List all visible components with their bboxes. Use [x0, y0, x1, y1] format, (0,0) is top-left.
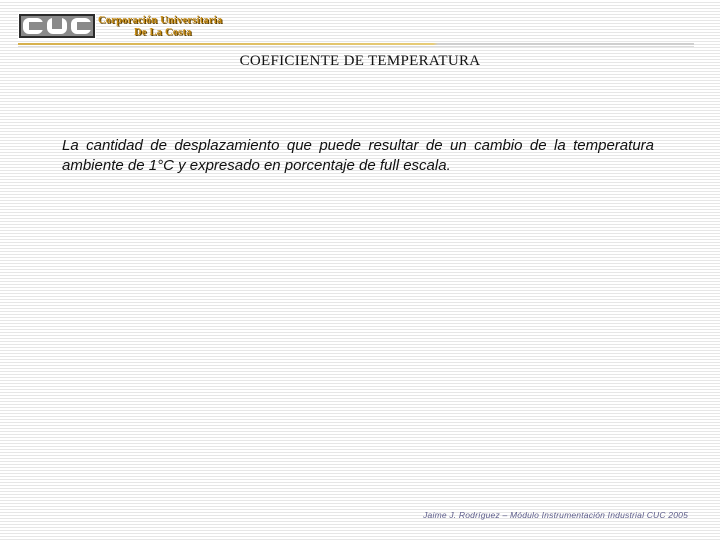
- slide-body-text: La cantidad de desplazamiento que puede resultar de un cambio de la temperatura ambiente de 1°C y expresado en porcentaje de full escala.: [62, 137, 654, 174]
- institution-name: [98, 15, 238, 39]
- slide-title: COEFICIENTE DE TEMPERATURA: [239, 53, 481, 69]
- institution-name-line2: De La Costa: [134, 27, 192, 38]
- header-divider: [18, 43, 694, 45]
- institution-name-line1: Corporación Universitaria: [98, 15, 223, 26]
- header-divider-shadow: [18, 46, 694, 47]
- footer-credit: Jaime J. Rodríguez – Módulo Instrumentación Industrial CUC 2005: [423, 510, 688, 520]
- cuc-logo-icon: [18, 12, 96, 40]
